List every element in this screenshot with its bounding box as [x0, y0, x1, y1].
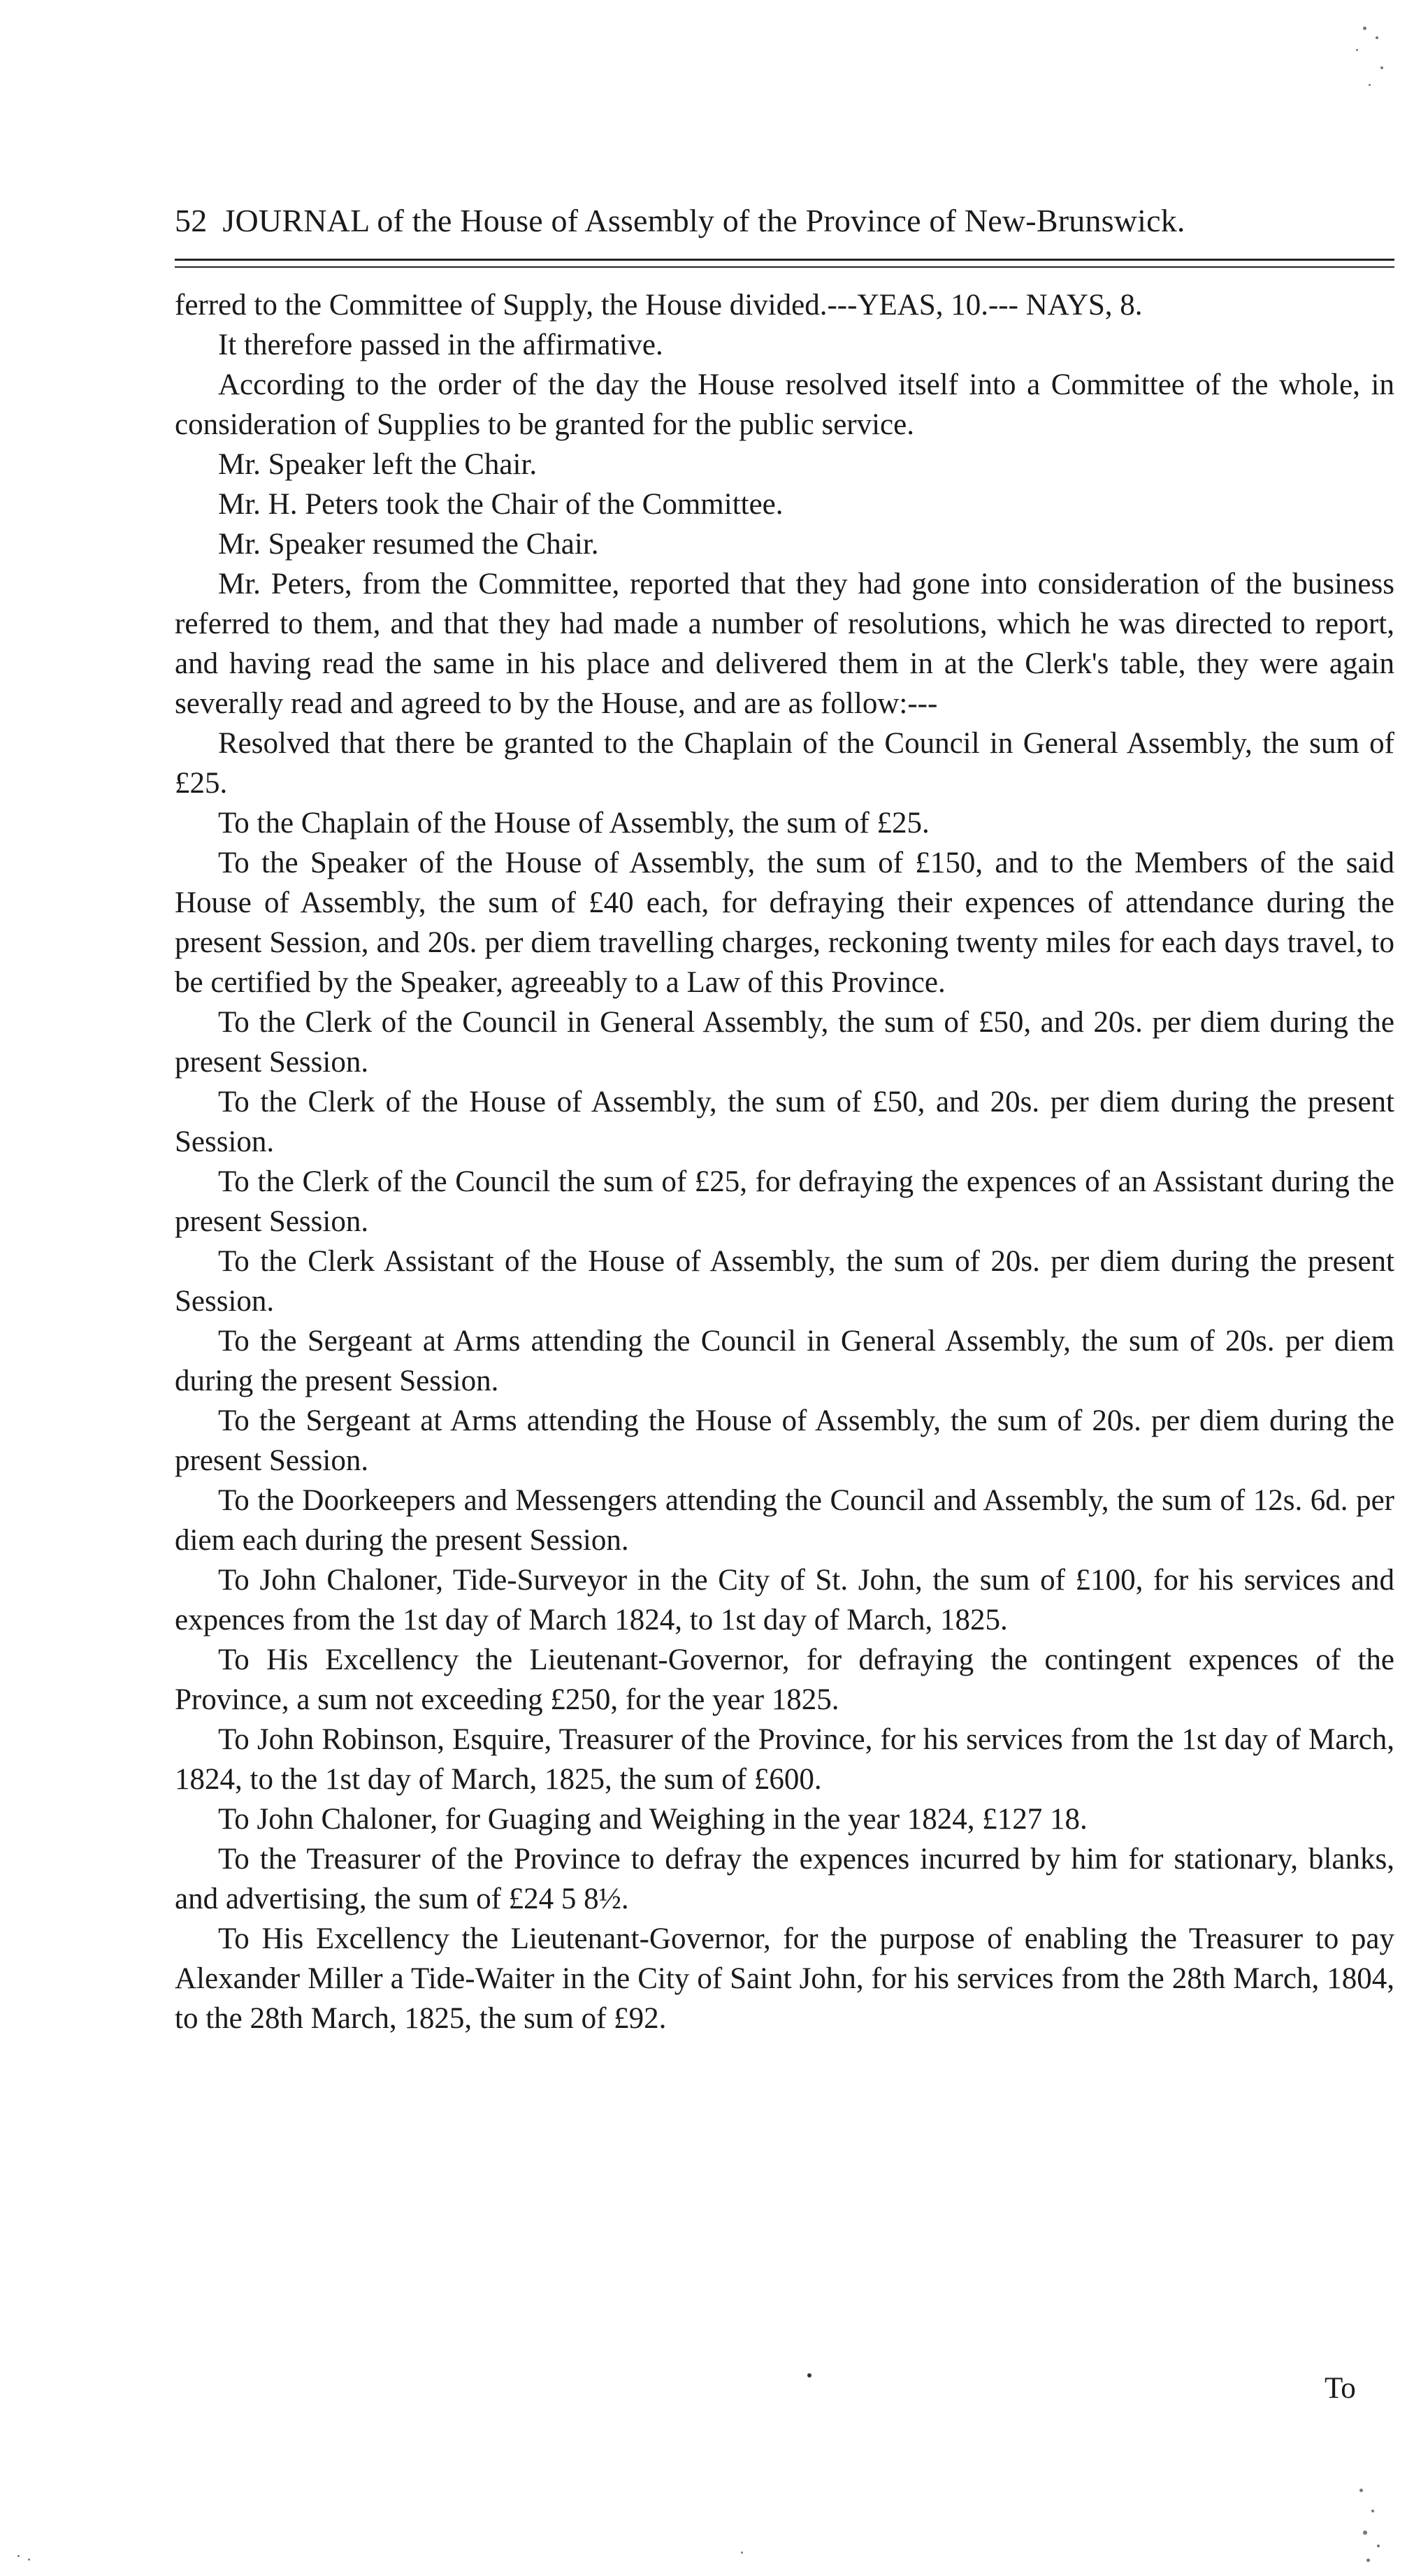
header-rule-thin [175, 266, 1394, 268]
running-header [175, 201, 1394, 240]
paragraph: To the Clerk of the House of Assembly, the sum of £50, and 20s. per diem during the present Session. [175, 1086, 1394, 1158]
paragraph: ferred to the Committee of Supply, the House divided.---YEAS, 10.--- NAYS, 8. [175, 289, 1143, 322]
scan-speck [1356, 49, 1358, 51]
paragraph: According to the order of the day the House resolved itself into a Committee of the whole, in consideration of Supplies to be granted for the public service. [175, 368, 1394, 441]
paragraph: To the Clerk Assistant of the House of Assembly, the sum of 20s. per diem during the present Session. [175, 1245, 1394, 1318]
paragraph: Resolved that there be granted to the Chaplain of the Council in General Assembly, the sum of £25. [175, 727, 1394, 800]
paragraph: To the Treasurer of the Province to defray the expences incurred by him for stationary, blanks, and advertising, the sum of £24 5 8½. [175, 1843, 1394, 1915]
scan-speck [1380, 66, 1383, 69]
scan-speck [807, 2373, 811, 2377]
header-rule-thick [175, 259, 1394, 261]
journal-body [175, 285, 1394, 2038]
page-number: 52 [175, 203, 208, 238]
scan-speck [17, 2555, 20, 2557]
scan-speck [1359, 2489, 1363, 2492]
scan-speck [1366, 2559, 1370, 2562]
paragraph: To the Sergeant at Arms attending the Council in General Assembly, the sum of 20s. per diem during the present Session. [175, 1325, 1394, 1397]
scan-speck [1376, 36, 1378, 39]
scan-speck [1369, 84, 1371, 86]
paragraph: To the Clerk of the Council the sum of £25, for defraying the expences of an Assistant during the present Session. [175, 1165, 1394, 1238]
scan-speck [1371, 2510, 1374, 2512]
paragraph: To His Excellency the Lieutenant-Governor, for the purpose of enabling the Treasurer to pay Alexander Miller a Tide-Waiter in the City of Saint John, for his services from the 28th March, 1804, to the 28th March, 1825, the sum of £92. [175, 1922, 1394, 2035]
paragraph: To John Chaloner, for Guaging and Weighing in the year 1824, £127 18. [218, 1803, 1088, 1836]
paragraph: To the Speaker of the House of Assembly, the sum of £150, and to the Members of the said House of Assembly, the sum of £40 each, for defraying their expences of attendance during the present Session, and 20s. per diem travelling charges, reckoning twenty miles for each days travel, to be certified by the Speaker, agreeably to a Law of this Province. [175, 847, 1394, 999]
scan-speck [1363, 2531, 1367, 2535]
paragraph: Mr. Peters, from the Committee, reported that they had gone into consideration of the business referred to them, and that they had made a number of resolutions, which he was directed to report, and having read the same in his place and delivered them in at the Clerk's table, they were again severally read and agreed to by the House, and are as follow:--- [175, 568, 1394, 720]
paragraph: Mr. Speaker resumed the Chair. [218, 528, 599, 561]
paragraph: To the Sergeant at Arms attending the House of Assembly, the sum of 20s. per diem during the present Session. [175, 1404, 1394, 1477]
scan-speck [28, 2559, 30, 2561]
paragraph: To John Chaloner, Tide-Surveyor in the City of St. John, the sum of £100, for his services and expences from the 1st day of March 1824, to 1st day of March, 1825. [175, 1564, 1394, 1636]
paragraph: Mr. Speaker left the Chair. [218, 448, 538, 481]
paragraph: To the Chaplain of the House of Assembly, the sum of £25. [218, 807, 930, 840]
header-title: JOURNAL of the House of Assembly of the Province of New-Brunswick. [222, 203, 1185, 238]
paragraph: It therefore passed in the affirmative. [218, 329, 663, 361]
scan-speck [741, 2552, 743, 2554]
scan-speck [1363, 27, 1366, 30]
paragraph: To John Robinson, Esquire, Treasurer of the Province, for his services from the 1st day of March, 1824, to the 1st day of March, 1825, the sum of £600. [175, 1723, 1394, 1796]
paragraph: Mr. H. Peters took the Chair of the Committee. [218, 488, 784, 521]
scan-speck [1377, 2545, 1380, 2547]
paragraph: To His Excellency the Lieutenant-Governor, for defraying the contingent expences of the Province, a sum not exceeding £250, for the year 1825. [175, 1643, 1394, 1716]
catchword: To [1325, 2372, 1356, 2405]
paragraph: To the Doorkeepers and Messengers attending the Council and Assembly, the sum of 12s. 6d. per diem each during the present Session. [175, 1484, 1394, 1557]
paragraph: To the Clerk of the Council in General Assembly, the sum of £50, and 20s. per diem during the present Session. [175, 1006, 1394, 1079]
